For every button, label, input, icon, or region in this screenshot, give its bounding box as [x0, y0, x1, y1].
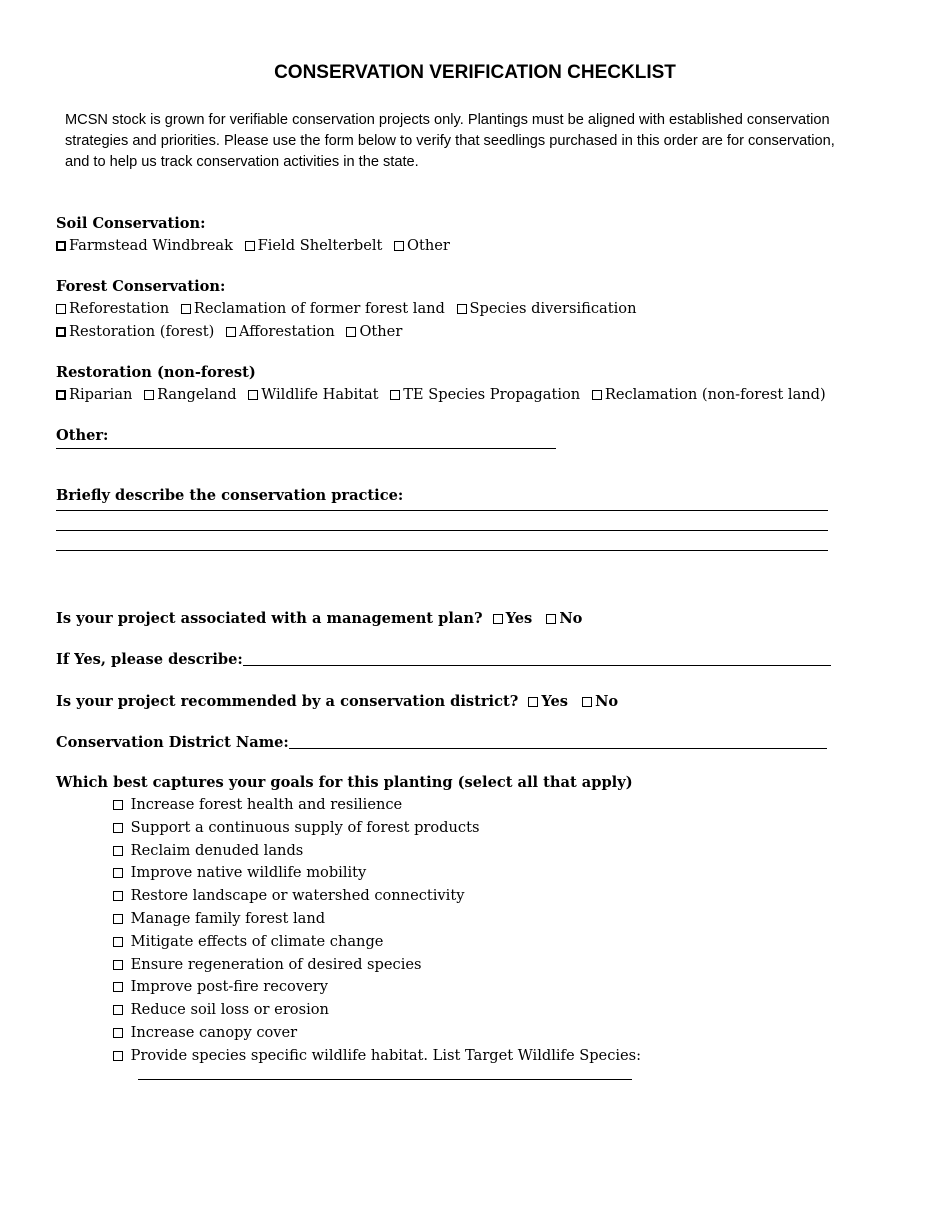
other-input-line[interactable] [56, 448, 556, 449]
forest-conservation-heading: Forest Conservation: [56, 278, 226, 295]
forest-option-restoration[interactable]: Restoration (forest) [56, 323, 214, 340]
if-yes-row [56, 651, 831, 668]
checkbox[interactable] [56, 390, 66, 400]
district-name-label: Conservation District Name: [56, 734, 289, 751]
forest-options-row2 [56, 323, 409, 340]
restoration-options [56, 386, 833, 403]
if-yes-label: If Yes, please describe: [56, 651, 243, 668]
forest-option-other[interactable]: Other [346, 323, 402, 340]
checkbox[interactable] [113, 1005, 123, 1015]
management-yes-option[interactable]: Yes [493, 610, 533, 627]
district-name-input-line[interactable] [289, 734, 827, 749]
checkbox[interactable] [113, 1028, 123, 1038]
checkbox[interactable] [113, 868, 123, 878]
soil-option-windbreak[interactable]: Farmstead Windbreak [56, 237, 233, 254]
checkbox[interactable] [493, 614, 503, 624]
checkbox[interactable] [56, 241, 66, 251]
restoration-option-rangeland[interactable]: Rangeland [144, 386, 237, 403]
goal-item[interactable]: Improve post-fire recovery [113, 978, 328, 995]
forest-option-afforestation[interactable]: Afforestation [226, 323, 335, 340]
checkbox[interactable] [113, 914, 123, 924]
goal-item[interactable]: Ensure regeneration of desired species [113, 956, 421, 973]
checkbox[interactable] [181, 304, 191, 314]
checkbox[interactable] [56, 304, 66, 314]
forest-option-reforestation[interactable]: Reforestation [56, 300, 169, 317]
goal-item[interactable]: Restore landscape or watershed connectivity [113, 887, 464, 904]
checkbox[interactable] [457, 304, 467, 314]
checkbox[interactable] [144, 390, 154, 400]
other-heading: Other: [56, 427, 109, 444]
checkbox[interactable] [390, 390, 400, 400]
checkbox[interactable] [113, 846, 123, 856]
checkbox[interactable] [113, 960, 123, 970]
soil-conservation-heading: Soil Conservation: [56, 215, 206, 232]
checkbox[interactable] [56, 327, 66, 337]
checkbox[interactable] [113, 1051, 123, 1061]
checkbox[interactable] [113, 937, 123, 947]
checkbox[interactable] [113, 891, 123, 901]
forest-option-diversification[interactable]: Species diversification [457, 300, 637, 317]
describe-input-line[interactable] [56, 510, 828, 511]
describe-heading: Briefly describe the conservation practice: [56, 487, 404, 504]
goal-item[interactable]: Manage family forest land [113, 910, 325, 927]
soil-option-other[interactable]: Other [394, 237, 450, 254]
describe-input-line[interactable] [56, 530, 828, 531]
goal-item[interactable]: Provide species specific wildlife habitat. List Target Wildlife Species: [113, 1047, 641, 1064]
target-wildlife-species-input-line[interactable] [138, 1079, 632, 1080]
page-title: CONSERVATION VERIFICATION CHECKLIST [274, 62, 676, 83]
restoration-heading: Restoration (non-forest) [56, 364, 256, 381]
checkbox[interactable] [582, 697, 592, 707]
checkbox[interactable] [248, 390, 258, 400]
checkbox[interactable] [113, 982, 123, 992]
management-plan-question [56, 610, 582, 627]
district-question [56, 693, 618, 710]
management-plan-label: Is your project associated with a management plan? [56, 610, 483, 627]
forest-option-reclamation[interactable]: Reclamation of former forest land [181, 300, 445, 317]
district-yes-option[interactable]: Yes [528, 693, 568, 710]
restoration-option-riparian[interactable]: Riparian [56, 386, 132, 403]
checkbox[interactable] [113, 800, 123, 810]
checkbox[interactable] [226, 327, 236, 337]
goal-item[interactable]: Mitigate effects of climate change [113, 933, 383, 950]
goal-item[interactable]: Reclaim denuded lands [113, 842, 303, 859]
checkbox[interactable] [394, 241, 404, 251]
goal-item[interactable]: Increase canopy cover [113, 1024, 297, 1041]
restoration-option-reclamation[interactable]: Reclamation (non-forest land) [592, 386, 826, 403]
checkbox[interactable] [346, 327, 356, 337]
management-no-option[interactable]: No [546, 610, 582, 627]
goal-item[interactable]: Improve native wildlife mobility [113, 864, 366, 881]
intro-paragraph: MCSN stock is grown for verifiable conservation projects only. Plantings must be aligned with established conservation strategies and priorities. Please use the form below to verify that seedlings purchased in this order are for conservation, and to help us track conservation activities in the state. [65, 112, 835, 170]
goals-heading: Which best captures your goals for this planting (select all that apply) [56, 774, 633, 791]
goal-item[interactable]: Increase forest health and resilience [113, 796, 402, 813]
checkbox[interactable] [546, 614, 556, 624]
if-yes-input-line[interactable] [243, 651, 831, 666]
goal-item[interactable]: Support a continuous supply of forest products [113, 819, 479, 836]
describe-input-line[interactable] [56, 550, 828, 551]
goal-item[interactable]: Reduce soil loss or erosion [113, 1001, 329, 1018]
soil-options [56, 237, 457, 254]
checkbox[interactable] [592, 390, 602, 400]
district-question-label: Is your project recommended by a conservation district? [56, 693, 519, 710]
checkbox[interactable] [113, 823, 123, 833]
district-name-row [56, 734, 827, 751]
checkbox[interactable] [528, 697, 538, 707]
restoration-option-te-species[interactable]: TE Species Propagation [390, 386, 580, 403]
district-no-option[interactable]: No [582, 693, 618, 710]
forest-options-row1 [56, 300, 643, 317]
soil-option-shelterbelt[interactable]: Field Shelterbelt [245, 237, 383, 254]
checkbox[interactable] [245, 241, 255, 251]
restoration-option-wildlife[interactable]: Wildlife Habitat [248, 386, 378, 403]
